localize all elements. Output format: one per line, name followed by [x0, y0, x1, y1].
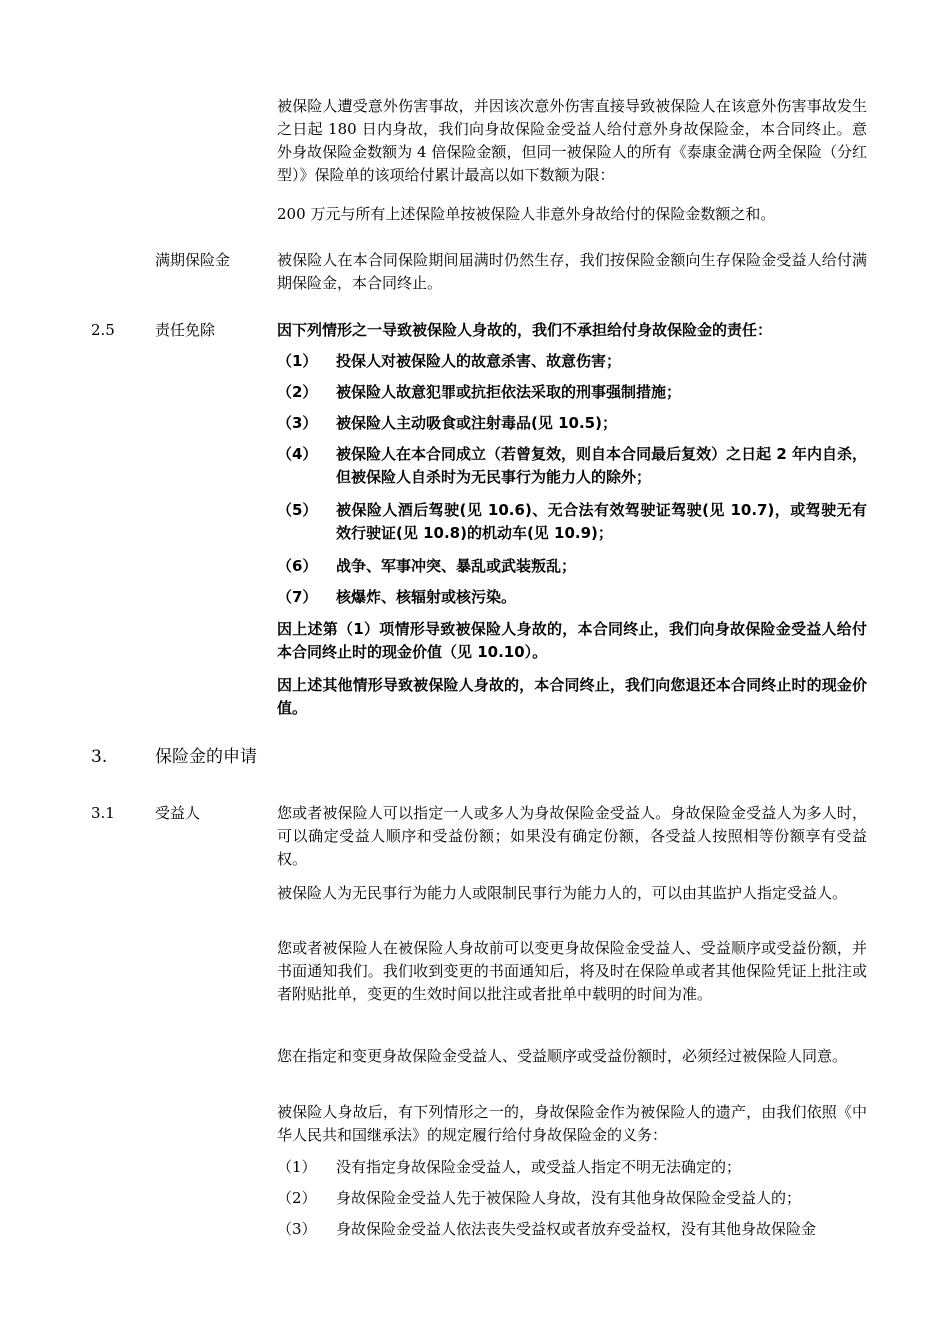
exclusion-item: [277, 443, 867, 489]
beneficiary-estate-paragraph: 被保险人身故后，有下列情形之一的，身故保险金作为被保险人的遗产，由我们依照《中华人民共和国继承法》的规定履行给付身故保险金的义务：: [277, 1103, 867, 1144]
exclusion-item-text: 投保人对被保险人的故意杀害、故意伤害；: [336, 352, 622, 370]
estate-condition-text: 身故保险金受益人依法丧失受益权或者放弃受益权，没有其他身故保险金: [336, 1220, 817, 1238]
exclusion-item: [277, 586, 867, 609]
exclusion-item-text: 被保险人酒后驾驶(见 10.6)、无合法有效驾驶证驾驶(见 10.7)，或驾驶无有效行驶证(见 10.8)的机动车(见 10.9)；: [336, 501, 867, 542]
estate-condition-item: [277, 1187, 867, 1210]
section-number: 3.: [91, 747, 108, 767]
estate-condition-text: 身故保险金受益人先于被保险人身故，没有其他身故保险金受益人的；: [336, 1189, 802, 1207]
estate-condition-number: （2）: [277, 1189, 317, 1207]
exclusion-consequence-2: 因上述其他情形导致被保险人身故的，本合同终止，我们向您退还本合同终止时的现金价值。: [277, 676, 867, 717]
exclusion-item: [277, 350, 867, 373]
exclusion-item-number: （2）: [277, 383, 318, 401]
exclusion-consequence-1: 因上述第（1）项情形导致被保险人身故的，本合同终止，我们向身故保险金受益人给付本合同终止时的现金价值（见 10.10）。: [277, 620, 867, 661]
exclusion-item-number: （6）: [277, 557, 318, 575]
beneficiary-consent-paragraph: 您在指定和变更身故保险金受益人、受益顺序或受益份额时，必须经过被保险人同意。: [277, 1047, 848, 1065]
exclusion-item-number: （3）: [277, 414, 318, 432]
exclusion-item-text: 核爆炸、核辐射或核污染。: [336, 588, 517, 606]
exclusion-item: [277, 555, 867, 578]
exclusion-item-number: （7）: [277, 588, 318, 606]
beneficiary-label: 受益人: [155, 804, 201, 822]
exclusions-label: 责任免除: [155, 321, 216, 339]
exclusions-intro: 因下列情形之一导致被保险人身故的，我们不承担给付身故保险金的责任：: [277, 321, 773, 339]
estate-condition-item: [277, 1218, 867, 1241]
exclusion-item: [277, 381, 867, 404]
exclusion-item: [277, 412, 867, 435]
estate-condition-item: [277, 1156, 867, 1179]
exclusion-item-number: （1）: [277, 352, 318, 370]
exclusion-item-text: 被保险人主动吸食或注射毒品(见 10.5)；: [336, 414, 617, 432]
clause-number: 2.5: [91, 321, 115, 339]
exclusion-item: [277, 499, 867, 545]
estate-condition-number: （1）: [277, 1158, 317, 1176]
estate-condition-number: （3）: [277, 1220, 317, 1238]
exclusion-item-text: 被保险人故意犯罪或抗拒依法采取的刑事强制措施；: [336, 383, 682, 401]
exclusion-item-number: （5）: [277, 501, 318, 519]
beneficiary-guardian-paragraph: 被保险人为无民事行为能力人或限制民事行为能力人的，可以由其监护人指定受益人。: [277, 884, 848, 902]
beneficiary-paragraph: 您或者被保险人可以指定一人或多人为身故保险金受益人。身故保险金受益人为多人时，可以确定受益人顺序和受益份额；如果没有确定份额，各受益人按照相等份额享有受益权。: [277, 804, 867, 868]
maturity-benefit-paragraph: 被保险人在本合同保险期间届满时仍然生存，我们按保险金额向生存保险金受益人给付满期保险金，本合同终止。: [277, 251, 867, 292]
section-title: 保险金的申请: [155, 747, 257, 767]
maturity-benefit-label: 满期保险金: [155, 251, 231, 269]
accident-death-paragraph: 被保险人遭受意外伤害事故，并因该次意外伤害直接导致被保险人在该意外伤害事故发生之日起 180 日内身故，我们向身故保险金受益人给付意外身故保险金，本合同终止。意外身故保险金数额为 4 倍保险金额，但同一被保险人的所有《泰康金满仓两全保险（分红型）》保险单的该项给付累计最高以如下数额为限：: [277, 97, 867, 184]
beneficiary-change-paragraph: 您或者被保险人在被保险人身故前可以变更身故保险金受益人、受益顺序或受益份额，并书面通知我们。我们收到变更的书面通知后，将及时在保险单或者其他保险凭证上批注或者附贴批单，变更的生效时间以批注或者批单中载明的时间为准。: [277, 939, 867, 1003]
exclusion-item-text: 战争、军事冲突、暴乱或武装叛乱；: [336, 557, 577, 575]
exclusion-item-text: 被保险人在本合同成立（若曾复效，则自本合同最后复效）之日起 2 年内自杀，但被保险人自杀时为无民事行为能力人的除外；: [336, 445, 867, 486]
exclusion-item-number: （4）: [277, 445, 318, 463]
clause-number: 3.1: [91, 804, 115, 822]
estate-condition-text: 没有指定身故保险金受益人，或受益人指定不明无法确定的；: [336, 1158, 742, 1176]
accident-death-limit-paragraph: 200 万元与所有上述保险单按被保险人非意外身故给付的保险金数额之和。: [277, 205, 776, 223]
